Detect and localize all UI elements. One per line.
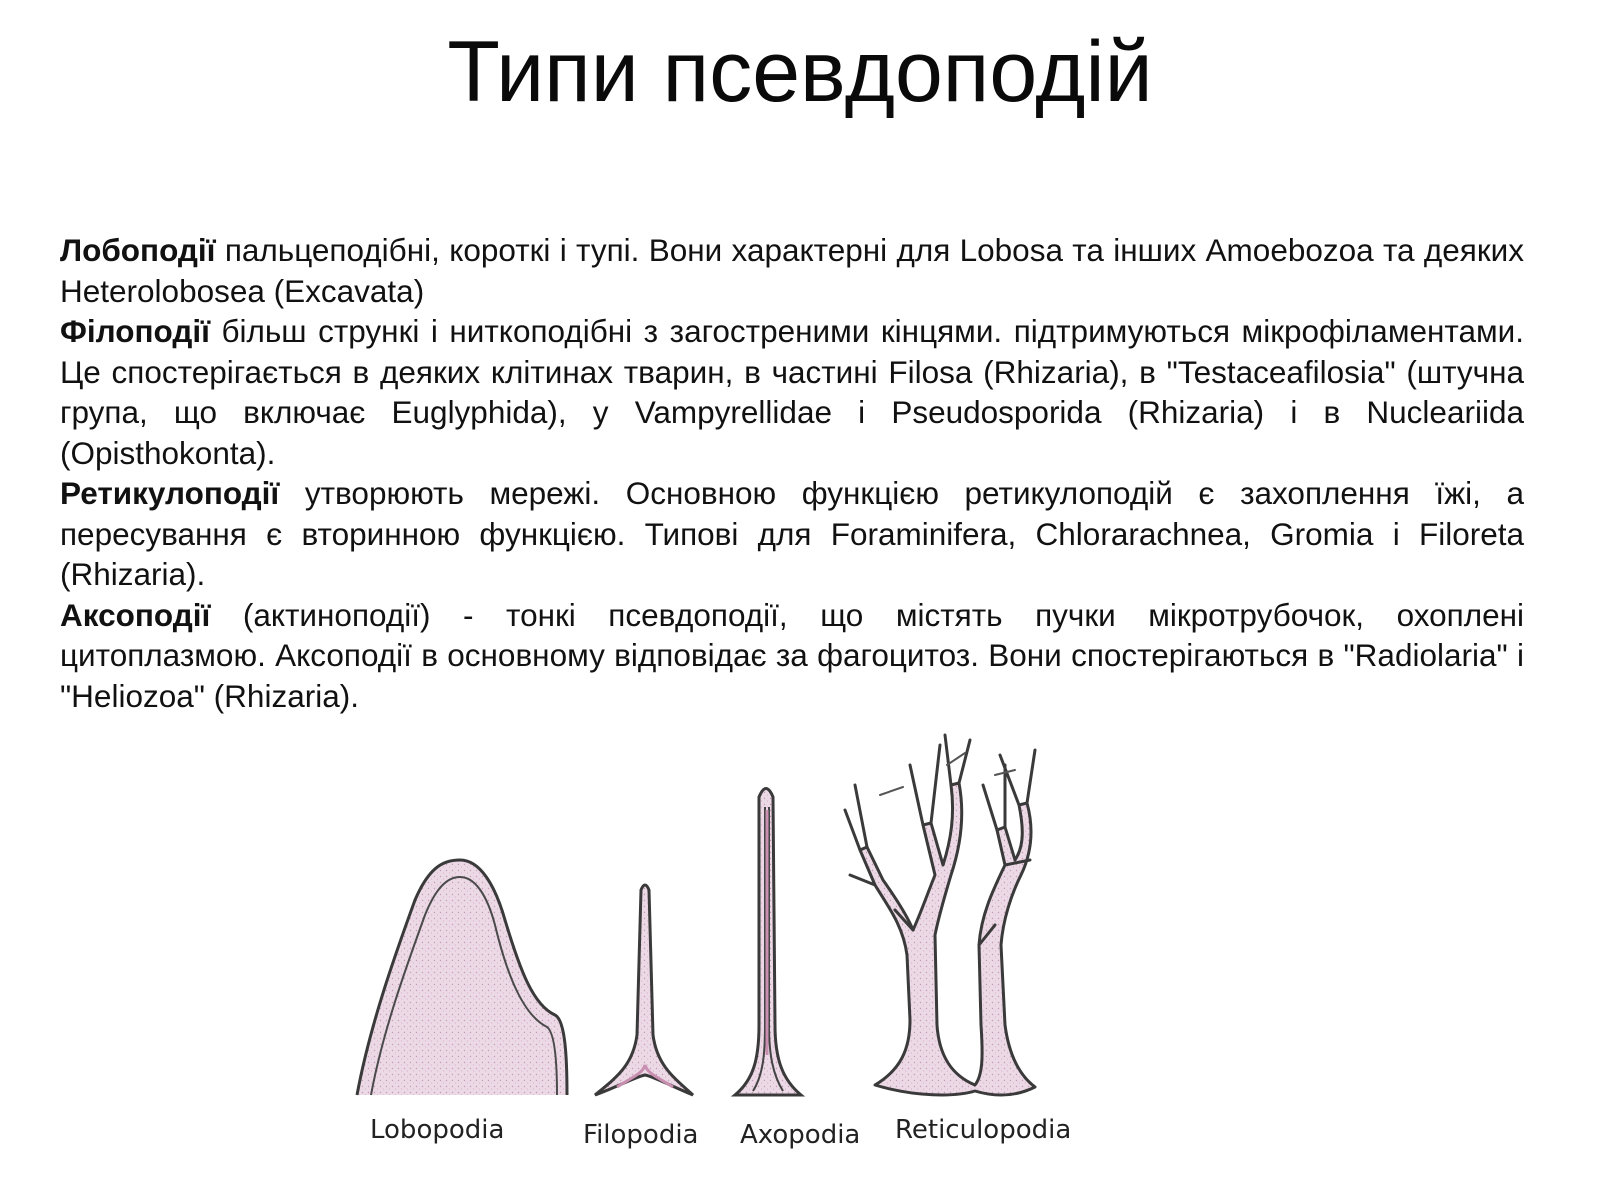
term-lobopodia: Лобоподії — [60, 232, 216, 268]
label-axopodia: Axopodia — [740, 1120, 861, 1150]
desc-filopodia: більш стрункі і ниткоподібні з загостреними кінцями. підтримуються мікрофіламентами. Це спостерігається в деяких клітинах тварин, в частині Filosa (Rhizaria), в "Testaceafilosia" (штучна група, що включає Euglyphida), у Vampyrellidae і Pseudosporida (Rhizaria) і в Nucleariida (Opisthokonta). — [60, 313, 1524, 471]
label-lobopodia: Lobopodia — [370, 1115, 505, 1145]
paragraph-axopodia — [60, 595, 1524, 717]
lobopodia-drawing — [357, 860, 567, 1095]
desc-axopodia: (актиноподії) - тонкі псевдоподії, що містять пучки мікротрубочок, охоплені цитоплазмою. Аксоподії в основному відповідає за фагоцитоз. Вони спостерігаються в "Radiolaria" і "Heliozoa" (Rhizaria). — [60, 596, 1524, 714]
pseudopodia-drawing — [355, 725, 1115, 1125]
paragraph-filopodia — [60, 311, 1524, 473]
label-reticulopodia: Reticulopodia — [895, 1115, 1072, 1145]
page-title: Типи псевдоподій — [447, 24, 1153, 120]
desc-reticulopodia: утворюють мережі. Основною функцією ретикулоподій є захоплення їжі, а пересування є вторинною функцією. Типові для Foraminifera, Chlorarachnea, Gromia і Filoreta (Rhizaria). — [60, 475, 1524, 592]
term-reticulopodia: Ретикулоподії — [60, 475, 280, 511]
filopodia-drawing — [595, 885, 693, 1095]
paragraph-lobopodia — [60, 230, 1524, 311]
pseudopodia-illustration — [355, 725, 1115, 1195]
label-filopodia: Filopodia — [583, 1120, 699, 1150]
axopodia-drawing — [735, 789, 801, 1096]
paragraph-reticulopodia — [60, 473, 1524, 595]
desc-lobopodia: пальцеподібні, короткі і тупі. Вони характерні для Lobosa та інших Amoebozoa та деяких Heterolobosea (Excavata) — [60, 232, 1524, 309]
description-text — [60, 230, 1524, 716]
term-axopodia: Аксоподії — [60, 596, 211, 633]
reticulopodia-drawing — [845, 735, 1035, 1095]
term-filopodia: Філоподії — [60, 313, 210, 349]
